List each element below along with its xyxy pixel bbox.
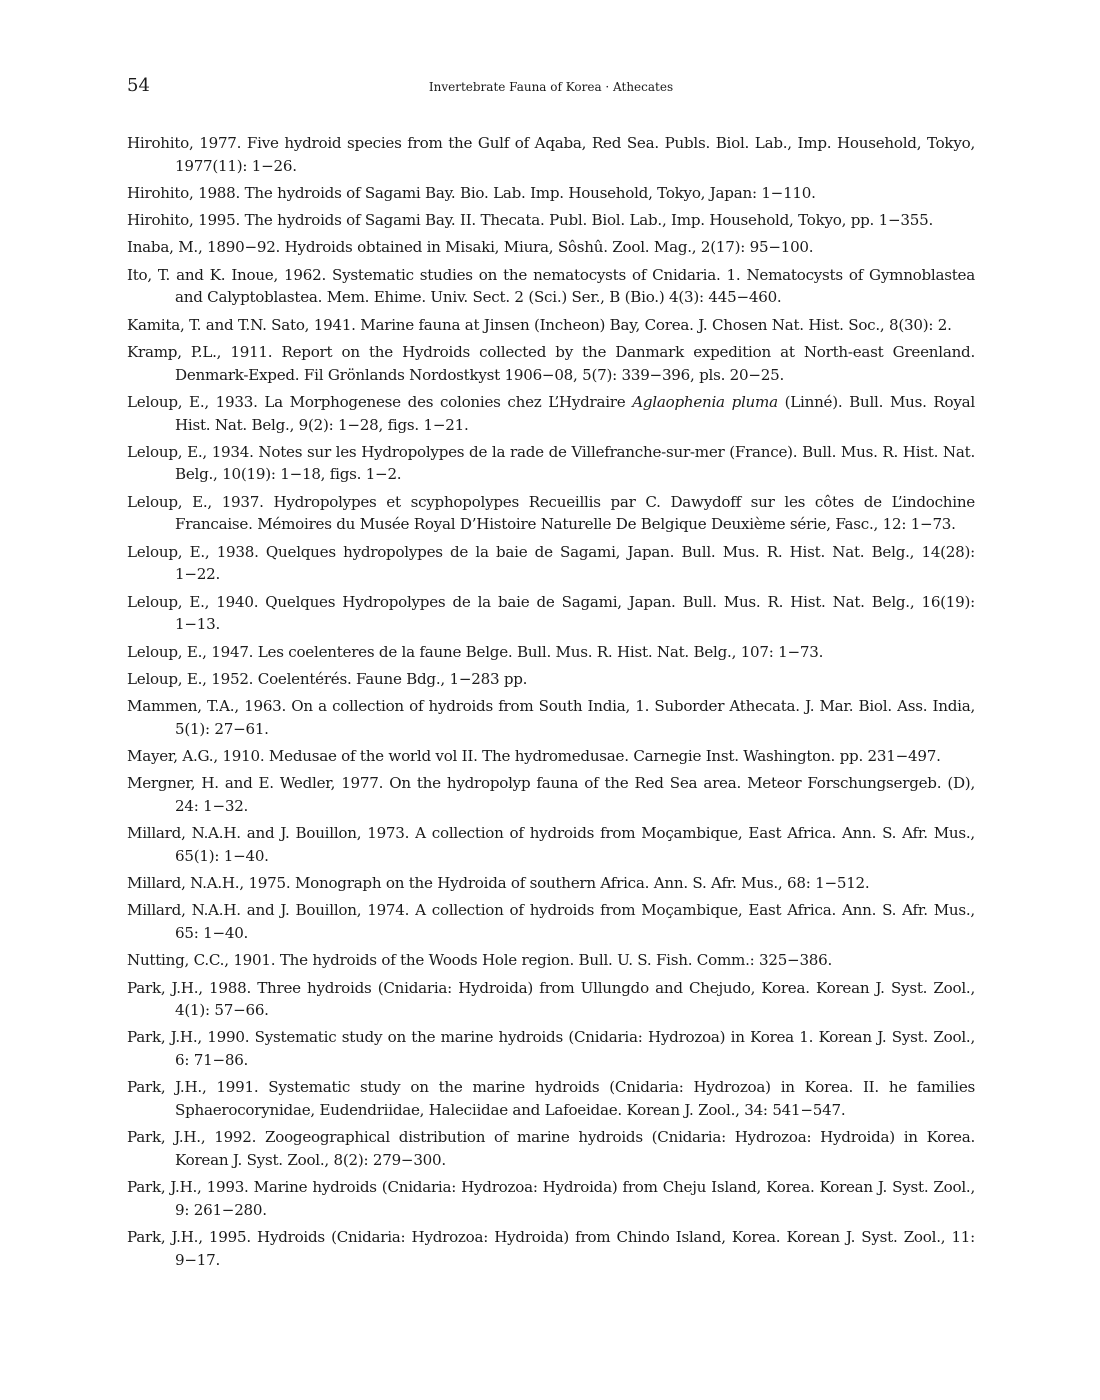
reference-entry: Hirohito, 1995. The hydroids of Sagami Bay. II. Thecata. Publ. Biol. Lab., Imp. Household, Tokyo, pp. 1−355. xyxy=(127,211,933,230)
reference-entry: Mammen, T.A., 1963. On a collection of hydroids from South India, 1. Suborder Athecata. J. Mar. Biol. Ass. India, 5(1): 27−61. xyxy=(127,697,975,738)
reference-entry: Leloup, E., 1934. Notes sur les Hydropolypes de la rade de Villefranche-sur-mer (France). Bull. Mus. R. Hist. Nat. Belg., 10(19): 1−18, figs. 1−2. xyxy=(127,442,975,484)
reference-entry: Hirohito, 1988. The hydroids of Sagami Bay. Bio. Lab. Imp. Household, Tokyo, Japan: 1−110. xyxy=(127,183,816,202)
reference-text: (Linné). Bull. Mus. Royal Hist. Nat. Belg., 9(2): 1−28, figs. 1−21. xyxy=(175,392,975,434)
page-number: 54 xyxy=(127,75,150,96)
running-title: Invertebrate Fauna of Korea · Athecates xyxy=(428,80,674,94)
reference-entry: Leloup, E., 1952. Coelentérés. Faune Bdg., 1−283 pp. xyxy=(127,669,528,688)
reference-entry: Millard, N.A.H., 1975. Monograph on the Hydroida of southern Africa. Ann. S. Afr. Mus., 68: 1−512. xyxy=(127,874,870,893)
reference-list xyxy=(127,132,975,1276)
reference-entry xyxy=(127,391,975,437)
reference-entry: Hirohito, 1977. Five hydroid species from the Gulf of Aqaba, Red Sea. Publs. Biol. Lab., Imp. Household, Tokyo, 1977(11): 1−26. xyxy=(127,134,975,175)
species-name: Aglaophenia pluma xyxy=(632,392,778,411)
reference-entry: Mergner, H. and E. Wedler, 1977. On the hydropolyp fauna of the Red Sea area. Meteor Forschungsergeb. (D), 24: 1−32. xyxy=(127,774,975,815)
reference-entry: Ito, T. and K. Inoue, 1962. Systematic studies on the nematocysts of Cnidaria. 1. Nematocysts of Gymnoblastea and Calyptoblastea. Mem. Ehime. Univ. Sect. 2 (Sci.) Ser., B (Bio.) 4(3): 445−460. xyxy=(127,265,975,307)
reference-text: Leloup, E., 1933. La Morphogenese des colonies chez L’Hydraire xyxy=(127,392,633,411)
reference-entry: Inaba, M., 1890−92. Hydroids obtained in Misaki, Miura, Sôshû. Zool. Mag., 2(17): 95−100. xyxy=(127,238,814,257)
reference-entry: Leloup, E., 1938. Quelques hydropolypes de la baie de Sagami, Japan. Bull. Mus. R. Hist. Nat. Belg., 14(28): 1−22. xyxy=(127,542,975,584)
reference-entry: Kamita, T. and T.N. Sato, 1941. Marine fauna at Jinsen (Incheon) Bay, Corea. J. Chosen Nat. Hist. Soc., 8(30): 2. xyxy=(127,315,952,334)
reference-entry: Park, J.H., 1995. Hydroids (Cnidaria: Hydrozoa: Hydroida) from Chindo Island, Korea. Korean J. Syst. Zool., 11: 9−17. xyxy=(127,1228,975,1270)
reference-entry: Nutting, C.C., 1901. The hydroids of the Woods Hole region. Bull. U. S. Fish. Comm.: 325−386. xyxy=(127,951,833,970)
reference-entry: Leloup, E., 1940. Quelques Hydropolypes de la baie de Sagami, Japan. Bull. Mus. R. Hist. Nat. Belg., 16(19): 1−13. xyxy=(127,592,975,634)
reference-entry: Park, J.H., 1993. Marine hydroids (Cnidaria: Hydrozoa: Hydroida) from Cheju Island, Korea. Korean J. Syst. Zool., 9: 261−280. xyxy=(127,1178,975,1220)
reference-entry: Millard, N.A.H. and J. Bouillon, 1973. A collection of hydroids from Moçambique, East Africa. Ann. S. Afr. Mus., 65(1): 1−40. xyxy=(127,824,975,865)
reference-entry: Park, J.H., 1990. Systematic study on the marine hydroids (Cnidaria: Hydrozoa) in Korea 1. Korean J. Syst. Zool., 6: 71−86. xyxy=(127,1028,975,1070)
reference-entry: Kramp, P.L., 1911. Report on the Hydroids collected by the Danmark expedition at North-east Greenland. Denmark-Exped. Fil Grönlands Nordostkyst 1906−08, 5(7): 339−396, pls. 20−25. xyxy=(127,342,975,384)
reference-entry: Park, J.H., 1991. Systematic study on the marine hydroids (Cnidaria: Hydrozoa) in Korea. II. he families Sphaerocorynidae, Eudendriidae, Haleciidae and Lafoeidae. Korean J. Zool., 34: 541−547. xyxy=(127,1078,975,1120)
reference-entry: Mayer, A.G., 1910. Medusae of the world vol II. The hydromedusae. Carnegie Inst. Washington. pp. 231−497. xyxy=(127,746,941,765)
reference-entry: Millard, N.A.H. and J. Bouillon, 1974. A collection of hydroids from Moçambique, East Africa. Ann. S. Afr. Mus., 65: 1−40. xyxy=(127,901,975,943)
reference-entry: Park, J.H., 1992. Zoogeographical distribution of marine hydroids (Cnidaria: Hydrozoa: Hydroida) in Korea. Korean J. Syst. Zool., 8(2): 279−300. xyxy=(127,1128,975,1170)
reference-entry: Leloup, E., 1937. Hydropolypes et scyphopolypes Recueillis par C. Dawydoff sur les côtes de L’indochine Francaise. Mémoires du Musée Royal D’Histoire Naturelle De Belgique Deuxième série, Fasc., 12: 1−73. xyxy=(127,492,975,534)
reference-entry: Leloup, E., 1947. Les coelenteres de la faune Belge. Bull. Mus. R. Hist. Nat. Belg., 107: 1−73. xyxy=(127,642,824,661)
reference-entry: Park, J.H., 1988. Three hydroids (Cnidaria: Hydroida) from Ullungdo and Chejudo, Korea. Korean J. Syst. Zool., 4(1): 57−66. xyxy=(127,978,975,1020)
running-head xyxy=(127,74,975,100)
